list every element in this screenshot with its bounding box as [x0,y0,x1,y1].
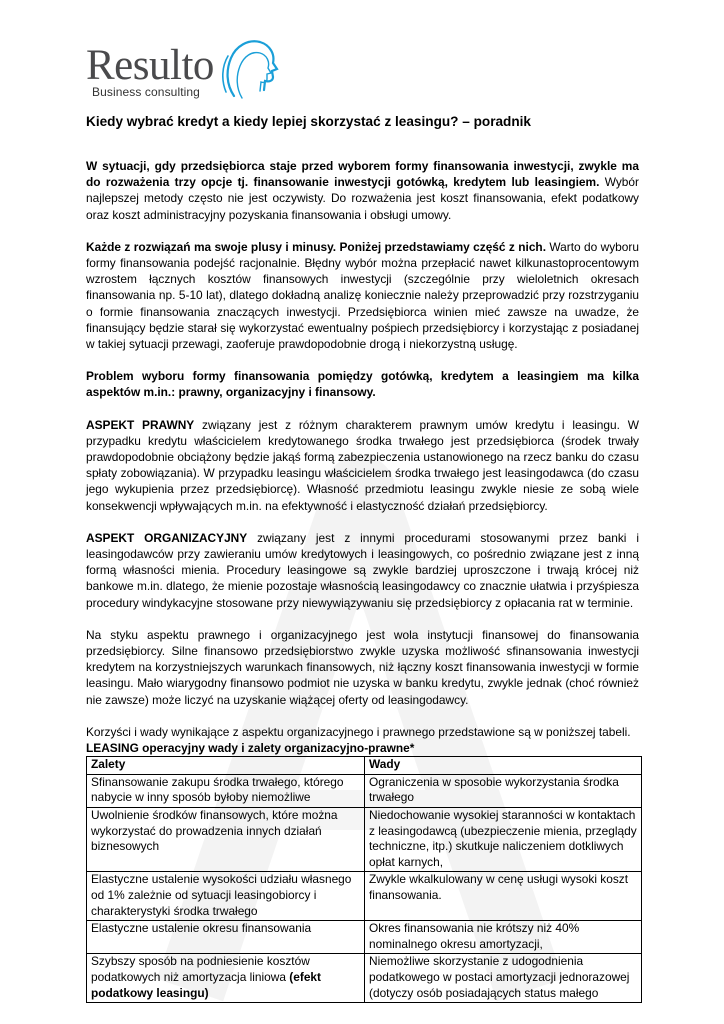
legal-aspect-heading: ASPEKT PRAWNY [86,417,195,432]
intro-text: Wybór najlepszej metody często nie jest oczywisty. Do rozważenia jest koszt finansowania, efekt podatkowy oraz koszt administracyjny pozyskania finansowania i obsługi umowy. [86,175,639,222]
leasing-pros-cons-table [86,756,642,1003]
organizational-aspect-heading: ASPEKT ORGANIZACYJNY [86,530,248,545]
paragraph-pros-cons [86,239,639,352]
table-cell-pro: Elastyczne ustalenie wysokości udziału własnego od 1% zależnie od sytuacji leasingobiorcy i charakterystyki środka trwałego [87,872,365,921]
table-caption: LEASING operacyjny wady i zalety organizacyjno-prawne* [86,741,415,756]
logo-tagline: Business consulting [92,85,200,99]
table-header-row [87,757,642,775]
table-cell-pro-text: Szybszy sposób na podniesienie kosztów podatkowych niż amortyzacja liniowa [91,954,310,985]
paragraph-organizational-aspect [86,530,639,611]
company-logo [86,36,286,106]
table-row [87,921,642,954]
table-cell-con: Ograniczenia w sposobie wykorzystania środka trwałego [365,774,642,807]
paragraph-financing-willingness: Na styku aspektu prawnego i organizacyjnego jest wola instytucji finansowej do finansowania przedsiębiorcy. Silne finansowo przedsiębiorstwo zwykle uzyska możliwość sfinansowania inwestycji kredytem na korzystniejszych warunkach finansowych, niż łączny koszt finansowania inwestycji w formie leasingu. Mało wiarygodny finansowo podmiot nie uzyska w banku kredytu, zwykle jednak (choć również nie zawsze) może liczyć na uzyskanie wiążącej oferty od leasingodawcy. [86,627,639,707]
paragraph-intro [86,158,639,223]
paragraph-aspects [86,368,639,400]
table-cell-pro-bold: (efekt podatkowy leasingu) [91,970,321,1000]
table-cell-con: Niemożliwe skorzystanie z udogodnienia podatkowego w postaci amortyzacji jednorazowej (dotyczy osób posiadających status małego [365,954,642,1003]
document-body [86,158,639,1003]
table-cell-pro: Uwolnienie środków finansowych, które można wykorzystać do prowadzenia innych działań biznesowych [87,808,365,872]
profile-heads-icon [222,36,280,102]
paragraph-table-intro: Korzyści i wady wynikające z aspektu organizacyjnego i prawnego przedstawione są w poniższej tabeli. [86,724,631,739]
organizational-aspect-text: związany jest z innymi procedurami stosowanymi przez banki i leasingodawców przy zawieraniu umów kredytowych i leasingowych, co pośrednio związane jest z inną formą własności mienia. Procedury leasingowe są zwykle bardziej uproszczone i trwają krócej niż bankowe m.in. dlatego, że mienie pozostaje własnością leasingodawcy co znacznie ułatwia i przyśpiesza procedury windykacyjne stosowane przy niewywiązywaniu się przedsiębiorcy z opłacania rat w terminie. [86,530,639,610]
paragraph-legal-aspect [86,417,639,514]
logo-wordmark: Resulto [86,42,214,89]
table-row [87,774,642,807]
column-header-cons: Wady [365,757,642,775]
pros-cons-bold-text: Każde z rozwiązań ma swoje plusy i minusy. Poniżej przedstawiamy część z nich. [86,239,546,254]
table-cell-con: Okres finansowania nie krótszy niż 40% nominalnego okresu amortyzacji, [365,921,642,954]
aspects-bold-text: Problem wyboru formy finansowania pomiędzy gotówką, kredytem a leasingiem ma kilka aspektów m.in.: prawny, organizacyjny i finansowy. [86,369,639,400]
column-header-pros: Zalety [87,757,365,775]
table-cell-pro: Elastyczne ustalenie okresu finansowania [87,921,365,954]
table-row [87,954,642,1003]
pros-cons-text: Warto do wyboru formy finansowania podejść racjonalnie. Błędny wybór można przepłacić nawet kilkunastoprocentowym wzrostem łącznych kosztów finansowych inwestycji (szczególnie przy wieloletnich okresach finansowania np. 5-10 lat), dlatego dokładną analizę koniecznie należy przeprowadzić przy rozstrzyganiu o formie finansowania znaczących inwestycji. Przedsiębiorca winien mieć zawsze na uwadze, że finansujący będzie starał się wykorzystać ewentualny pośpiech przedsiębiorcy i korzystając z posiadanej w takiej sytuacji przewagi, zaoferuje prawdopodobnie drogą i niekorzystną usługę. [86,239,639,352]
table-cell-con: Niedochowanie wysokiej staranności w kontaktach z leasingodawcą (ubezpieczenie mienia, przeglądy techniczne, itp.) skutkuje naliczeniem dotkliwych opłat karnych, [365,808,642,872]
table-cell-pro: Sfinansowanie zakupu środka trwałego, którego nabycie w inny sposób byłoby niemożliwe [87,774,365,807]
table-row [87,872,642,921]
page-title: Kiedy wybrać kredyt a kiedy lepiej skorzystać z leasingu? – poradnik [86,114,531,129]
legal-aspect-text: związany jest z różnym charakterem prawnym umów kredytu i leasingu. W przypadku kredytu właścicielem kredytowanego środka trwałego jest przedsiębiorca (środek trwały prawdopodobnie obciążony będzie jakąś formą zabezpieczenia ustanowionego na rzecz banku do czasu spłaty zobowiązania). W przypadku leasingu właścicielem środka trwałego jest leasingodawca (do czasu jego wykupienia przez przedsiębiorcę). Własność przedmiotu leasingu zwykle niesie ze sobą wiele konsekwencji wpływających m.in. na efektywność i elastyczność działań przedsiębiorcy. [86,417,639,513]
table-cell-con: Zwykle wkalkulowany w cenę usługi wysoki koszt finansowania. [365,872,642,921]
table-row [87,808,642,872]
table-cell-pro [87,954,365,1003]
intro-bold-text: W sytuacji, gdy przedsiębiorca staje przed wyborem formy finansowania inwestycji, zwykle ma do rozważenia trzy opcje tj. finansowanie inwestycji gotówką, kredytem lub leasingiem. [86,159,639,190]
